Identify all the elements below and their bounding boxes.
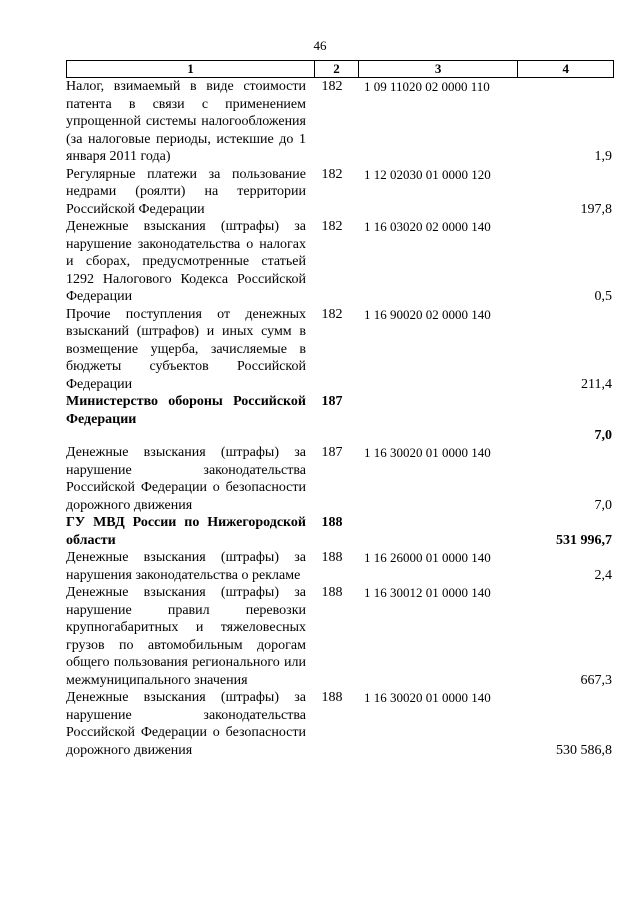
table-header-row [66,60,614,78]
row-admin-code: 188 [321,550,343,565]
row-name: ГУ МВД России по Нижегородской области [66,515,306,548]
row-admin-code: 182 [321,219,343,234]
table-row [66,306,614,394]
row-amount: 2,4 [594,567,612,583]
table-row [66,444,614,514]
row-amount: 197,8 [580,201,612,217]
table-row [66,549,614,584]
row-kbk: 1 16 03020 02 0000 140 [364,219,491,234]
row-admin-code: 187 [321,445,343,460]
row-amount: 7,0 [594,427,612,443]
table-row [66,584,614,689]
table-row [66,166,614,219]
row-name: Денежные взыскания (штрафы) за нарушения законодательства о рекламе [66,550,306,583]
row-kbk: 1 12 02030 01 0000 120 [364,166,491,182]
row-kbk [358,393,518,428]
row-admin-code: 182 [321,79,343,94]
row-name: Налог, взимаемый в виде стоимости патента в связи с применением упрощенной системы налогообложения (за налоговые периоды, истекшие до 1 января 2011 года) [66,79,306,164]
row-admin-code: 182 [321,306,343,322]
row-name: Денежные взыскания (штрафы) за нарушение законодательства о налогах и сборах, предусмотренные статьей 1292 Налогового Кодекса Российской Федерации [66,219,306,304]
row-kbk: 1 16 30020 01 0000 140 [364,690,491,705]
table-row [66,218,614,306]
table-row [66,78,614,166]
row-name: Денежные взыскания (штрафы) за нарушение законодательства Российской Федерации о безопасности дорожного движения [66,690,306,758]
row-admin-code: 188 [321,585,343,600]
page-number: 46 [313,38,327,53]
row-kbk: 1 09 11020 02 0000 110 [364,79,490,94]
row-amount: 211,4 [581,376,612,392]
row-admin-code: 187 [321,394,343,409]
row-amount: 530 586,8 [556,742,612,758]
row-kbk [358,514,518,549]
row-amount: 1,9 [594,149,612,164]
column-header-2: 2 [314,61,358,77]
row-amount: 0,5 [594,289,612,304]
row-admin-code: 188 [321,690,343,705]
row-admin-code: 188 [321,515,343,530]
row-admin-code: 182 [321,166,343,182]
row-name: Денежные взыскания (штрафы) за нарушение правил перевозки крупногабаритных и тяжеловесных грузов по автомобильным дорогам общего пользования регионального или межмуниципального значения [66,585,306,688]
column-header-1: 1 [187,61,194,76]
row-kbk: 1 16 30020 01 0000 140 [364,445,491,460]
table-row-group-header [66,514,614,549]
revenue-table [66,60,614,759]
row-amount: 7,0 [594,497,612,513]
row-amount: 531 996,7 [556,532,612,548]
row-kbk: 1 16 30012 01 0000 140 [364,585,491,600]
row-amount: 667,3 [580,672,612,688]
row-kbk: 1 16 26000 01 0000 140 [364,550,491,565]
table-row-group-header [66,393,614,443]
column-header-3: 3 [358,61,517,77]
table-row [66,689,614,759]
row-name: Регулярные платежи за пользование недрами (роялти) на территории Российской Федерации [66,166,306,217]
row-name: Денежные взыскания (штрафы) за нарушение законодательства Российской Федерации о безопасности дорожного движения [66,445,306,513]
row-kbk: 1 16 90020 02 0000 140 [364,306,491,322]
row-name: Прочие поступления от денежных взысканий (штрафов) и иных сумм в возмещение ущерба, зачисляемые в бюджеты субъектов Российской Федерации [66,306,306,392]
row-name: Министерство обороны Российской Федерации [66,394,306,427]
column-header-4: 4 [517,61,613,77]
